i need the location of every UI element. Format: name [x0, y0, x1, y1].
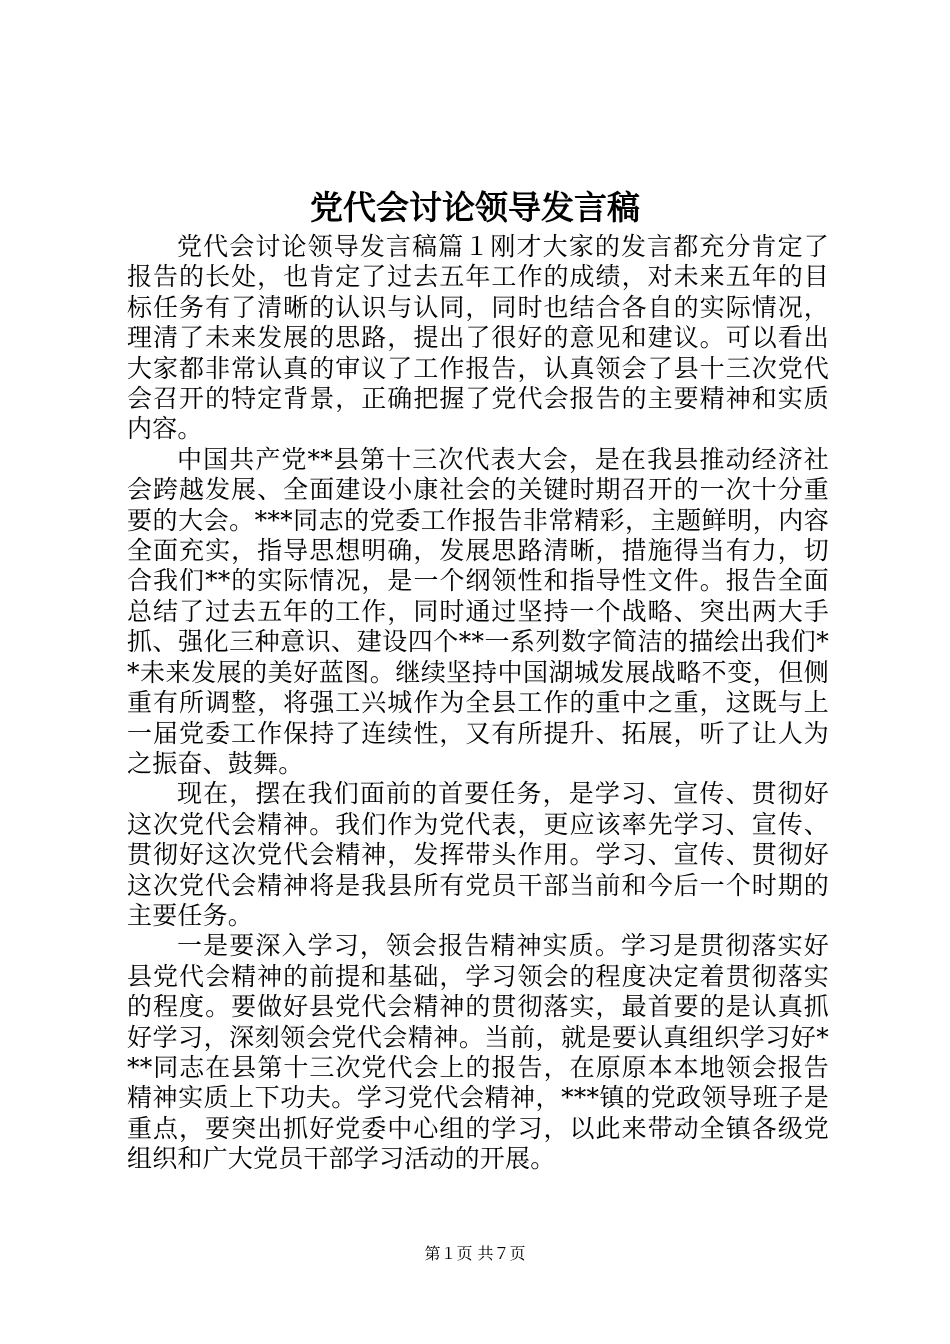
paragraph-3: 现在，摆在我们面前的首要任务，是学习、宣传、贯彻好这次党代会精神。我们作为党代表，更应该率先学习、宣传、贯彻好这次党代会精神，发挥带头作用。学习、宣传、贯彻好这次党代会精神将是我县所有党员干部当前和今后一个时期的主要任务。: [127, 779, 829, 930]
document-body: [127, 232, 829, 1175]
paragraph-1: 党代会讨论领导发言稿篇１刚才大家的发言都充分肯定了报告的长处，也肯定了过去五年工作的成绩，对未来五年的目标任务有了清晰的认识与认同，同时也结合各自的实际情况，理清了未来发展的思路，提出了很好的意见和建议。可以看出大家都非常认真的审议了工作报告，认真领会了县十三次党代会召开的特定背景，正确把握了党代会报告的主要精神和实质内容。: [127, 232, 829, 444]
paragraph-4: 一是要深入学习，领会报告精神实质。学习是贯彻落实好县党代会精神的前提和基础，学习领会的程度决定着贯彻落实的程度。要做好县党代会精神的贯彻落实，最首要的是认真抓好学习，深刻领会党代会精神。当前，就是要认真组织学习好***同志在县第十三次党代会上的报告，在原原本本地领会报告精神实质上下功夫。学习党代会精神，***镇的党政领导班子是重点，要突出抓好党委中心组的学习，以此来带动全镇各级党组织和广大党员干部学习活动的开展。: [127, 931, 829, 1174]
paragraph-2: 中国共产党**县第十三次代表大会，是在我县推动经济社会跨越发展、全面建设小康社会的关键时期召开的一次十分重要的大会。***同志的党委工作报告非常精彩，主题鲜明，内容全面充实，指导思想明确，发展思路清晰，措施得当有力，切合我们**的实际情况，是一个纲领性和指导性文件。报告全面总结了过去五年的工作，同时通过坚持一个战略、突出两大手抓、强化三种意识、建设四个**一系列数字简洁的描绘出我们**未来发展的美好蓝图。继续坚持中国湖城发展战略不变，但侧重有所调整，将强工兴城作为全县工作的重中之重，这既与上一届党委工作保持了连续性，又有所提升、拓展，听了让人为之振奋、鼓舞。: [127, 444, 829, 778]
page-number-footer: 第１页 共７页: [424, 1244, 526, 1263]
document-title: 党代会讨论领导发言稿: [310, 188, 640, 227]
